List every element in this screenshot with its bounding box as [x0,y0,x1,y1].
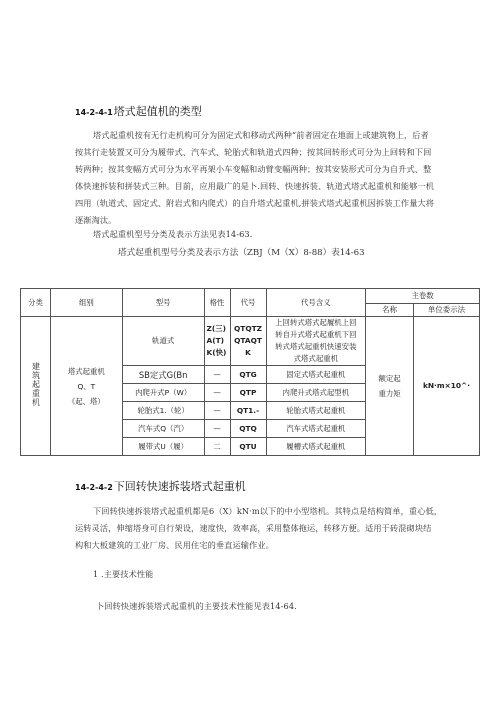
model-cell: 履带式U（履） [122,438,204,456]
meaning-cell: 固定式塔式起重机 [266,366,366,384]
category-value: 建筑起重机 [31,361,41,407]
model-cell: 内爬升式P（W） [122,384,204,402]
paragraph-line: 体快速拆装和拼装式三种。目前，应用最广的是卜.回转、快速拆装、轨道式塔式起重机和能够一机 [75,181,435,191]
feature-cell: — [204,384,230,402]
code-cell: QTU [230,438,266,456]
meaning-cell: 汽车式塔式起重机 [266,420,366,438]
model-cell: 汽车式Q（汽） [122,420,204,438]
header-category: 分类 [21,289,51,317]
section-title: 下回转快速拆装塔式起重机 [113,480,246,493]
code-cell: QTQTZ QTAQT K [230,317,266,366]
paragraph-line: 转两种；按其变幅方式可分为水平再架小车变幅和动臂变幅两种；按其安装形式可分为自升式、整 [75,164,432,174]
category-cell [21,317,51,456]
section-heading-2 [75,478,246,494]
section-heading-1 [75,103,202,119]
paragraph-line: 逐渐淘汰。 [75,215,117,225]
paragraph-line: 运转灵活，伸缩塔身可自行架设，速度快，效率高，采用整体拖运，转移方便。适用于砖混砌块结 [75,523,432,533]
param-name-cell: 额定起 重力矩 [366,317,414,456]
meaning-cell: 履槽式塔式起重机 [266,438,366,456]
code-cell: QT1.- [230,402,266,420]
code-cell: QTQ [230,420,266,438]
section-number: 14-2-4-1 [75,108,113,117]
model-cell: 轨道式 [122,317,204,366]
header-main-param: 主卷数 [366,289,480,304]
table-row [21,317,480,366]
table-intro-1: 塔式起重机型号分类及表示方法见表14-63. [93,229,253,239]
paragraph-line: 四用（轨道式、固定式、附岩式和内爬式）的自升塔式起重机,拼装式塔式起重机因拆装工作量大将 [75,198,435,208]
param-unit-cell: kN·m×10^· [414,317,480,456]
section-2-paragraph [75,503,485,554]
model-cell: 轮胎式1.（轮） [122,402,204,420]
code-cell: QTG [230,366,266,384]
paragraph-line: 下回转快速拆装塔式起重机都是6（X）kN·m以下的中小型塔机。其特点是结构简单，重心低， [93,506,443,516]
header-model: 型号 [122,289,204,317]
model-cell: SB定式G(Bn [122,366,204,384]
section-number: 14-2-4-2 [75,483,113,492]
group-cell: 塔式起重机 Q、T 《起、塔） [50,317,122,456]
paragraph-line: 塔式起重机按有无行走机构可分为固定式和移动式两种“前者固定在地面上或建筑物上，后者 [93,130,429,140]
meaning-cell: 内爬升式塔式起型机 [266,384,366,402]
table-caption: 塔式起重机型号分类及表示方法（ZBJ（M（X）8-88）表14-63 [118,248,365,258]
header-code: 代号 [230,289,266,317]
code-cell: QTP [230,384,266,402]
paragraph-line: 构和大板建筑的工业厂房、民用住宅的垂直运输作业。 [75,540,274,550]
header-feature: 格性 [204,289,230,317]
feature-cell: 二 [204,438,230,456]
meaning-cell: 轮胎式塔式起重机 [266,402,366,420]
meaning-cell: 上回转式塔式起履机上回 转自升式塔式起重机下回 转式塔式起重机快速安装 式塔式起重机 [266,317,366,366]
header-group: 组别 [50,289,122,317]
feature-cell: — [204,420,230,438]
feature-cell: — [204,366,230,384]
sub-heading: 1 .主要技术性能 [93,569,154,579]
header-param-name: 名称 [366,304,414,317]
header-param-unit: 单位委示法 [414,304,480,317]
table-intro-2: 卜回转快速拆装塔式起重机的主要技术性能见表14-64. [96,601,297,611]
paragraph-line: 按其行走装置又可分为履带式、汽车式、轮胎式和轨道式四种；按其回转形式可分为上回转和下回 [75,147,432,157]
header-code-meaning: 代号含义 [266,289,366,317]
section-title: 塔式起值机的类型 [113,105,202,118]
section-1-paragraph [75,127,485,229]
crane-model-table [20,288,480,456]
feature-cell: Z(三) A(T) K(快) [204,317,230,366]
feature-cell: — [204,402,230,420]
